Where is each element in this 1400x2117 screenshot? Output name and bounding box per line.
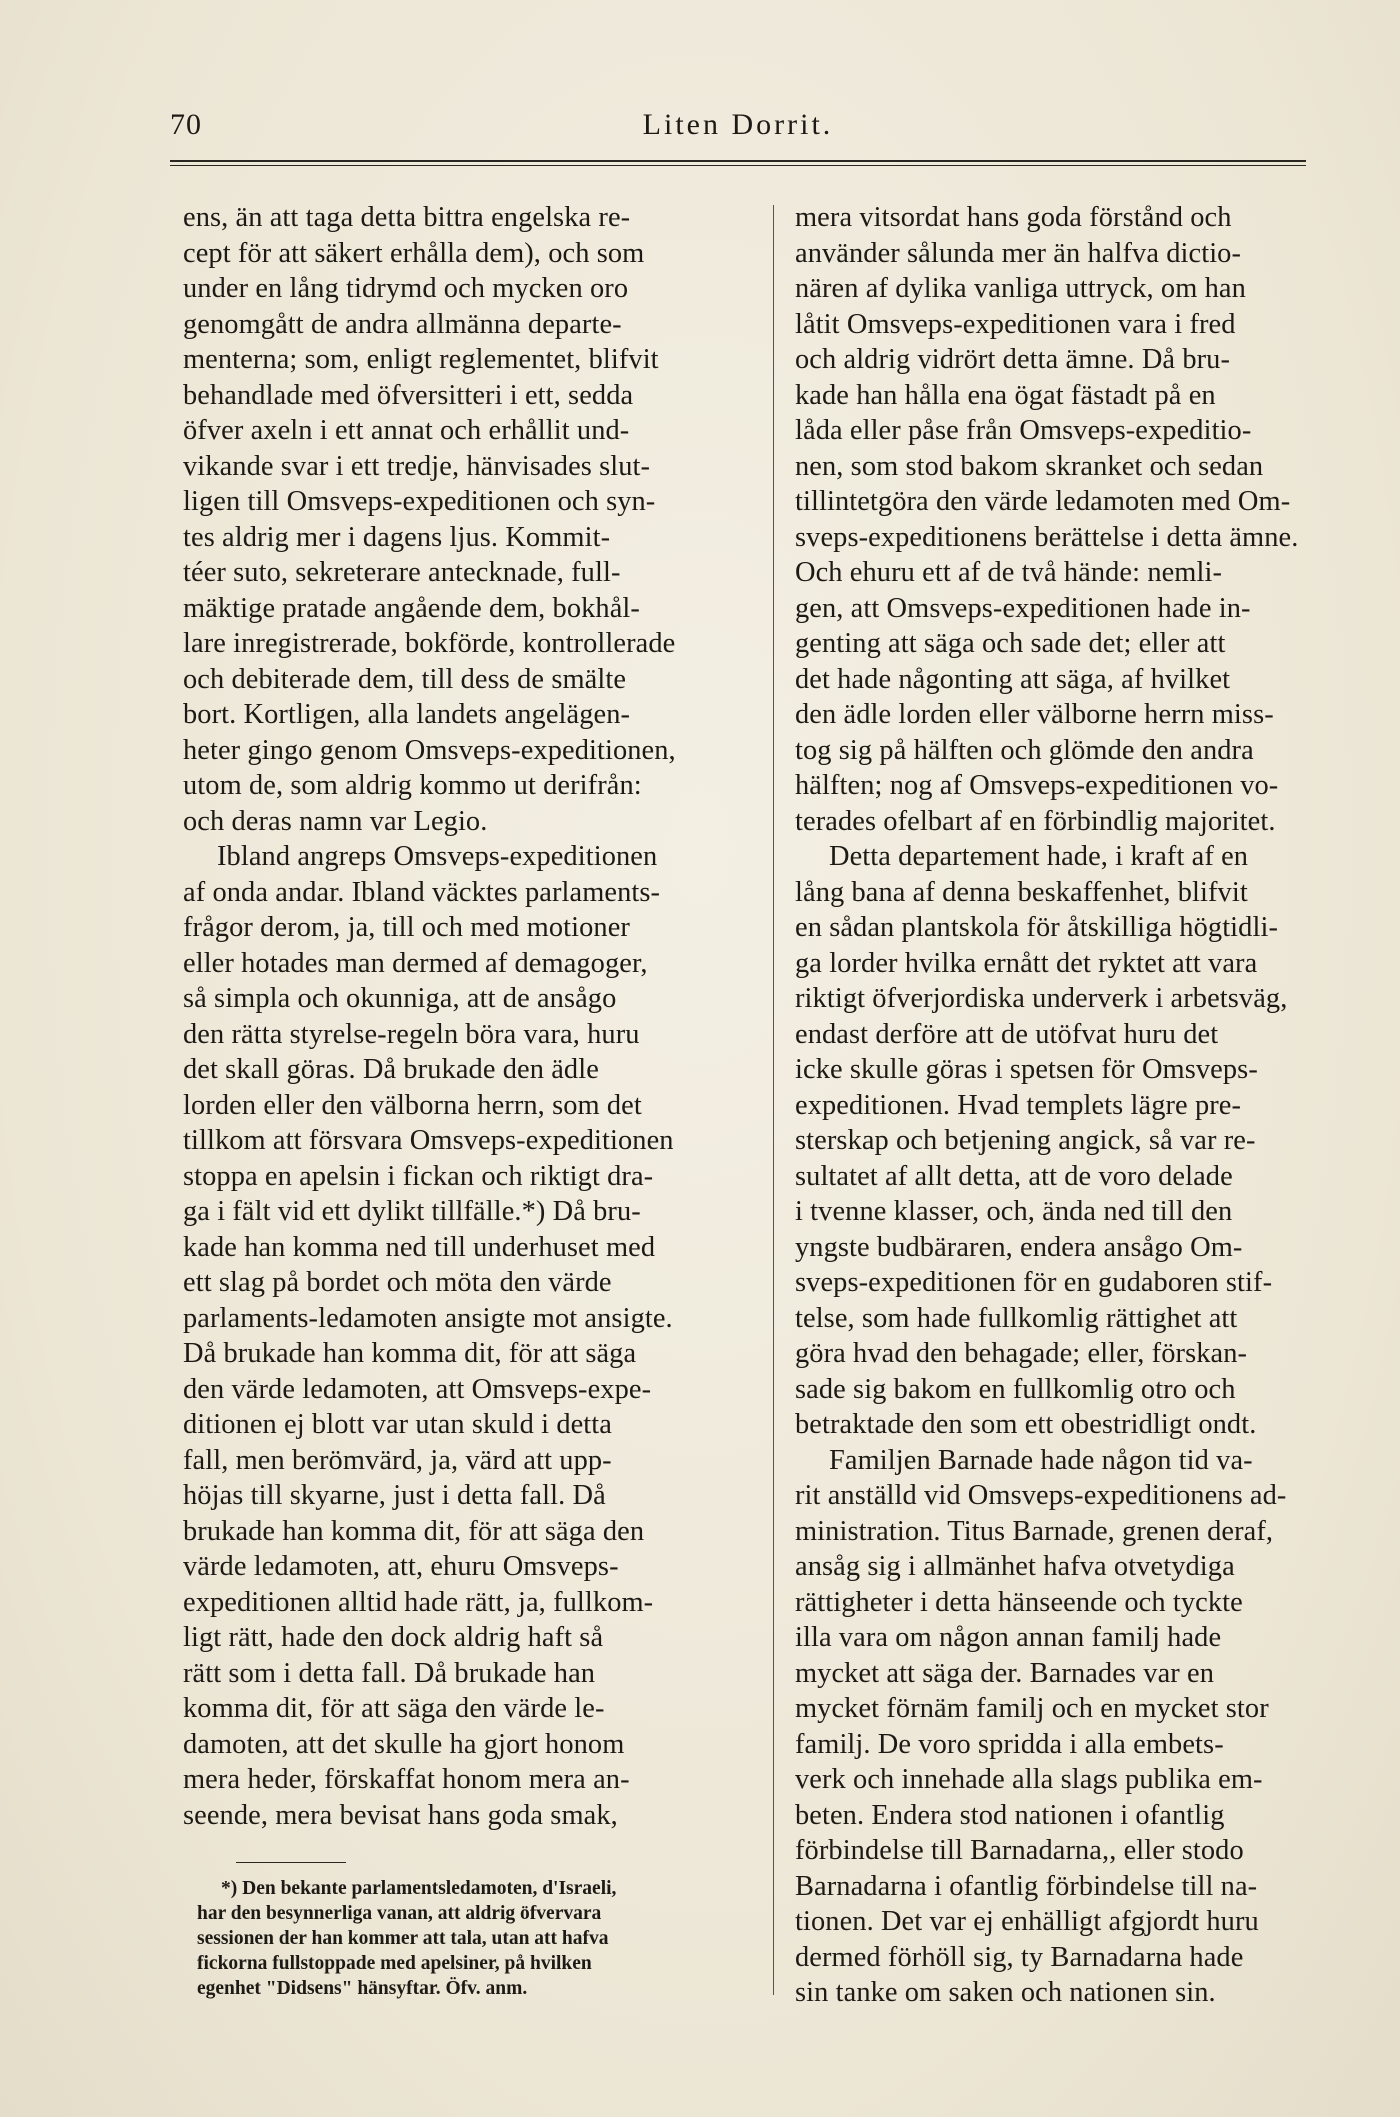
- text-line: i tvenne klasser, och, ända ned till den: [795, 1196, 1233, 1227]
- text-line: göra hvad den behagade; eller, förskan-: [795, 1338, 1248, 1369]
- text-line: familj. De voro spridda i alla embets-: [795, 1728, 1224, 1760]
- text-line: behandlade med öfversitteri i ett, sedda: [183, 379, 634, 411]
- text-line: mycket förnäm familj och en mycket stor: [795, 1693, 1269, 1724]
- text-line: Familjen Barnade hade någon tid va-: [829, 1444, 1253, 1476]
- text-line: sveps-expeditionen för en gudaboren stif-: [795, 1267, 1273, 1298]
- text-line: stoppa en apelsin i fickan och riktigt dra-: [183, 1160, 654, 1192]
- text-line: och aldrig vidrört detta ämne. Då bru-: [795, 344, 1231, 375]
- text-line: värde ledamoten, att, ehuru Omsveps-: [183, 1551, 619, 1582]
- left-text-column: [183, 200, 751, 1833]
- text-line: téer suto, sekreterare antecknade, full-: [183, 557, 621, 588]
- text-line: tog sig på hälften och glömde den andra: [795, 734, 1254, 766]
- text-line: mycket att säga der. Barnades var en: [795, 1657, 1215, 1689]
- text-line: och debiterade dem, till dess de smälte: [183, 663, 627, 695]
- text-line: en sådan plantskola för åtskilliga högtidli-: [795, 912, 1278, 943]
- text-line: icke skulle göras i spetsen för Omsveps-: [795, 1054, 1258, 1085]
- text-line: lång bana af denna beskaffenhet, blifvit: [795, 876, 1248, 908]
- text-line: låda eller påse från Omsveps-expeditio-: [795, 415, 1252, 446]
- text-line: eller hotades man dermed af demagoger,: [183, 947, 648, 979]
- text-line: ens, än att taga detta bittra engelska re-: [183, 202, 631, 233]
- text-line: och deras namn var Legio.: [183, 805, 488, 837]
- text-line: förbindelse till Barnadarna,, eller stodo: [795, 1835, 1244, 1866]
- text-line: ga lorder hvilka ernått det ryktet att vara: [795, 947, 1258, 979]
- text-line: Barnadarna i ofantlig förbindelse till na-: [795, 1870, 1258, 1902]
- text-line: Ibland angreps Omsveps-expeditionen: [217, 841, 658, 872]
- text-line: lorden eller den välborna herrn, som det: [183, 1089, 642, 1121]
- text-line: telse, som hade fullkomlig rättighet att: [795, 1302, 1238, 1334]
- text-line: nen, som stod bakom skranket och sedan: [795, 450, 1264, 482]
- text-line: sade sig bakom en fullkomlig otro och: [795, 1373, 1236, 1405]
- text-line: mäktige pratade angående dem, bokhål-: [183, 592, 640, 624]
- text-line: af onda andar. Ibland väcktes parlaments-: [183, 876, 661, 908]
- text-line: tillintetgöra den värde ledamoten med Om-: [795, 486, 1291, 517]
- text-line: har den besynnerliga vanan, att aldrig öfvervara: [197, 1903, 602, 1924]
- text-line: Och ehuru ett af de två hände: nemli-: [795, 557, 1223, 588]
- text-line: bort. Kortligen, alla landets angelägen-: [183, 699, 631, 730]
- text-line: frågor derom, ja, till och med motioner: [183, 912, 630, 943]
- text-line: heter gingo genom Omsveps-expeditionen,: [183, 734, 676, 766]
- text-line: hälften; nog af Omsveps-expeditionen vo-: [795, 770, 1279, 801]
- text-line: ga i fält vid ett dylikt tillfälle.*) Då bru-: [183, 1196, 641, 1227]
- text-line: beten. Endera stod nationen i ofantlig: [795, 1799, 1225, 1831]
- text-line: menterna; som, enligt reglementet, blifvit: [183, 344, 659, 375]
- text-line: betraktade den som ett obestridligt ondt.: [795, 1409, 1257, 1440]
- text-line: den ädle lorden eller välborne herrn miss-: [795, 699, 1274, 730]
- text-line: mera heder, förskaffat honom mera an-: [183, 1764, 630, 1795]
- page-number: 70: [170, 108, 202, 141]
- text-line: egenhet "Didsens" hänsyftar. Öfv. anm.: [197, 1978, 528, 1999]
- text-line: genting att säga och sade det; eller att: [795, 628, 1226, 659]
- text-line: vikande svar i ett tredje, hänvisades slut-: [183, 450, 651, 482]
- text-line: verk och innehade alla slags publika em-: [795, 1764, 1263, 1795]
- text-line: ligt rätt, hade den dock aldrig haft så: [183, 1622, 604, 1653]
- text-line: tes aldrig mer i dagens ljus. Kommit-: [183, 521, 611, 553]
- text-line: det skall göras. Då brukade den ädle: [183, 1054, 599, 1085]
- text-line: cept för att säkert erhålla dem), och som: [183, 237, 645, 269]
- text-line: tionen. Det var ej enhälligt afgjordt huru: [795, 1906, 1259, 1937]
- text-line: tillkom att försvara Omsveps-expeditionen: [183, 1125, 674, 1156]
- text-line: mera vitsordat hans goda förstånd och: [795, 202, 1232, 233]
- text-line: expeditionen. Hvad templets lägre pre-: [795, 1089, 1242, 1121]
- text-line: illa vara om någon annan familj hade: [795, 1622, 1222, 1653]
- text-line: terades ofelbart af en förbindlig majoritet.: [795, 805, 1276, 837]
- text-line: komma dit, för att säga den värde le-: [183, 1693, 605, 1724]
- footnote-rule: [236, 1862, 346, 1863]
- text-line: expeditionen alltid hade rätt, ja, fullkom-: [183, 1586, 654, 1618]
- text-line: riktigt öfverjordiska underverk i arbetsväg,: [795, 983, 1288, 1014]
- text-line: sveps-expeditionens berättelse i detta ämne.: [795, 521, 1299, 553]
- text-line: ditionen ej blott var utan skuld i detta: [183, 1409, 612, 1440]
- text-line: utom de, som aldrig kommo ut derifrån:: [183, 770, 642, 801]
- text-line: kade han hålla ena ögat fästadt på en: [795, 379, 1216, 411]
- text-line: Då brukade han komma dit, för att säga: [183, 1338, 637, 1369]
- text-line: ansåg sig i allmänhet hafva otvetydiga: [795, 1551, 1235, 1582]
- text-line: Detta departement hade, i kraft af en: [829, 841, 1249, 872]
- text-line: under en lång tidrymd och mycken oro: [183, 273, 629, 304]
- page-header: [170, 108, 1306, 150]
- text-line: yngste budbäraren, endera ansågo Om-: [795, 1231, 1243, 1263]
- text-line: så simpla och okunniga, att de ansågo: [183, 983, 617, 1014]
- column-divider: [773, 205, 774, 1995]
- text-line: höjas till skyarne, just i detta fall. Då: [183, 1480, 606, 1511]
- text-line: ligen till Omsveps-expeditionen och syn-: [183, 486, 656, 517]
- text-line: gen, att Omsveps-expeditionen hade in-: [795, 592, 1251, 624]
- text-line: kade han komma ned till underhuset med: [183, 1231, 656, 1263]
- running-title: Liten Dorrit.: [642, 108, 834, 141]
- text-line: sin tanke om saken och nationen sin.: [795, 1977, 1216, 2008]
- text-line: den rätta styrelse-regeln böra vara, huru: [183, 1018, 640, 1050]
- text-line: låtit Omsveps-expeditionen vara i fred: [795, 308, 1236, 340]
- text-line: genomgått de andra allmänna departe-: [183, 308, 622, 340]
- header-rule: [170, 160, 1306, 166]
- text-line: fall, men berömvärd, ja, värd att upp-: [183, 1444, 612, 1476]
- text-line: rit anställd vid Omsveps-expeditionens ad-: [795, 1480, 1287, 1511]
- text-line: endast derföre att de utöfvat huru det: [795, 1018, 1219, 1050]
- text-line: damoten, att det skulle ha gjort honom: [183, 1728, 625, 1760]
- text-line: rätt som i detta fall. Då brukade han: [183, 1657, 596, 1689]
- text-line: rättigheter i detta hänseende och tyckte: [795, 1586, 1243, 1618]
- text-line: lare inregistrerade, bokförde, kontrollerade: [183, 628, 676, 659]
- text-line: öfver axeln i ett annat och erhållit und-: [183, 415, 630, 446]
- text-line: sterskap och betjening angick, så var re-: [795, 1125, 1256, 1156]
- text-line: nären af dylika vanliga uttryck, om han: [795, 273, 1246, 304]
- text-line: parlaments-ledamoten ansigte mot ansigte.: [183, 1302, 673, 1334]
- text-line: använder sålunda mer än halfva dictio-: [795, 237, 1242, 269]
- text-line: dermed förhöll sig, ty Barnadarna hade: [795, 1941, 1244, 1973]
- text-line: fickorna fullstoppade med apelsiner, på hvilken: [197, 1953, 592, 1974]
- footnote: [197, 1876, 757, 2001]
- text-line: seende, mera bevisat hans goda smak,: [183, 1799, 618, 1831]
- text-line: ministration. Titus Barnade, grenen deraf,: [795, 1515, 1274, 1547]
- text-line: den värde ledamoten, att Omsveps-expe-: [183, 1373, 652, 1405]
- text-line: ett slag på bordet och möta den värde: [183, 1267, 612, 1298]
- text-line: *) Den bekante parlamentsledamoten, d'Israeli,: [221, 1878, 617, 1899]
- text-line: brukade han komma dit, för att säga den: [183, 1515, 645, 1547]
- text-line: sessionen der han kommer att tala, utan att hafva: [197, 1928, 609, 1949]
- text-line: sultatet af allt detta, att de voro delade: [795, 1160, 1233, 1192]
- text-line: det hade någonting att säga, af hvilket: [795, 663, 1231, 695]
- right-text-column: [795, 200, 1365, 2011]
